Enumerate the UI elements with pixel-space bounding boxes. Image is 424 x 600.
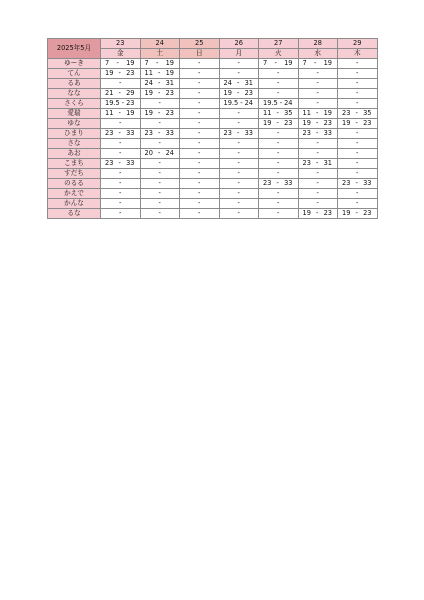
empty-cell: - xyxy=(219,209,259,219)
shift-start: 11 xyxy=(144,69,153,77)
shift-cell xyxy=(140,79,180,89)
range-separator: - xyxy=(118,159,121,167)
shift-end: 31 xyxy=(323,159,332,167)
shift-end: 19 xyxy=(323,59,332,67)
empty-cell: - xyxy=(338,149,378,159)
empty-cell: - xyxy=(298,169,338,179)
empty-cell: - xyxy=(259,79,299,89)
empty-cell: - xyxy=(180,59,220,69)
empty-cell: - xyxy=(101,179,141,189)
schedule-body xyxy=(48,59,378,219)
shift-end: 19 xyxy=(126,109,135,117)
shift-cell xyxy=(219,99,259,109)
empty-cell: - xyxy=(101,149,141,159)
empty-cell: - xyxy=(259,159,299,169)
staff-name: ゆな xyxy=(48,119,101,129)
range-separator: - xyxy=(316,209,319,217)
empty-cell: - xyxy=(140,139,180,149)
empty-cell: - xyxy=(259,149,299,159)
day-date: 26 xyxy=(219,39,259,49)
table-row xyxy=(48,109,378,119)
staff-name: てん xyxy=(48,69,101,79)
table-row xyxy=(48,209,378,219)
range-separator: - xyxy=(276,179,279,187)
shift-end: 23 xyxy=(323,119,332,127)
empty-cell: - xyxy=(140,159,180,169)
staff-name: かえで xyxy=(48,189,101,199)
day-weekday: 月 xyxy=(219,49,259,59)
empty-cell: - xyxy=(219,139,259,149)
shift-cell xyxy=(101,109,141,119)
shift-cell xyxy=(338,109,378,119)
staff-name: るあ xyxy=(48,79,101,89)
empty-cell: - xyxy=(101,139,141,149)
shift-start: 24 xyxy=(144,79,153,87)
shift-start: 7 xyxy=(302,59,307,67)
range-separator: - xyxy=(158,129,161,137)
empty-cell: - xyxy=(180,169,220,179)
range-separator: - xyxy=(158,79,161,87)
table-row xyxy=(48,119,378,129)
empty-cell: - xyxy=(180,159,220,169)
table-row xyxy=(48,59,378,69)
shift-end: 35 xyxy=(363,109,372,117)
shift-cell xyxy=(219,89,259,99)
shift-cell xyxy=(140,109,180,119)
shift-start: 20 xyxy=(144,149,153,157)
table-row xyxy=(48,129,378,139)
range-separator: - xyxy=(121,99,125,107)
shift-cell xyxy=(259,99,299,109)
shift-start: 19 xyxy=(302,119,311,127)
shift-cell xyxy=(101,59,141,69)
shift-end: 23 xyxy=(363,119,372,127)
staff-name: こまち xyxy=(48,159,101,169)
shift-end: 23 xyxy=(165,89,174,97)
shift-cell xyxy=(298,129,338,139)
empty-cell: - xyxy=(101,199,141,209)
empty-cell: - xyxy=(219,59,259,69)
shift-start: 19 xyxy=(223,89,232,97)
day-date: 24 xyxy=(140,39,180,49)
staff-name: あお xyxy=(48,149,101,159)
shift-start: 23 xyxy=(302,159,311,167)
empty-cell: - xyxy=(338,139,378,149)
shift-cell xyxy=(298,59,338,69)
empty-cell: - xyxy=(180,209,220,219)
range-separator: - xyxy=(316,109,319,117)
shift-end: 23 xyxy=(126,69,135,77)
empty-cell: - xyxy=(219,179,259,189)
table-row xyxy=(48,179,378,189)
range-separator: - xyxy=(316,129,319,137)
empty-cell: - xyxy=(180,99,220,109)
empty-cell: - xyxy=(298,139,338,149)
empty-cell: - xyxy=(180,189,220,199)
empty-cell: - xyxy=(298,79,338,89)
shift-end: 19 xyxy=(323,109,332,117)
shift-start: 19 xyxy=(144,89,153,97)
month-label: 2025年5月 xyxy=(48,39,101,59)
shift-start: 7 xyxy=(144,59,149,67)
table-row xyxy=(48,89,378,99)
empty-cell: - xyxy=(338,129,378,139)
shift-end: 23 xyxy=(126,99,135,107)
day-weekday: 土 xyxy=(140,49,180,59)
range-separator: - xyxy=(316,119,319,127)
empty-cell: - xyxy=(298,179,338,189)
range-separator: - xyxy=(237,79,240,87)
empty-cell: - xyxy=(298,149,338,159)
range-separator: - xyxy=(316,159,319,167)
empty-cell: - xyxy=(259,139,299,149)
range-separator: - xyxy=(118,129,121,137)
shift-start: 21 xyxy=(105,89,114,97)
empty-cell: - xyxy=(180,139,220,149)
staff-name: なな xyxy=(48,89,101,99)
schedule-header xyxy=(48,39,378,59)
empty-cell: - xyxy=(219,109,259,119)
range-separator: - xyxy=(155,59,159,67)
empty-cell: - xyxy=(338,159,378,169)
range-separator: - xyxy=(118,69,121,77)
empty-cell: - xyxy=(140,199,180,209)
shift-start: 19 xyxy=(302,209,311,217)
shift-end: 23 xyxy=(165,109,174,117)
empty-cell: - xyxy=(259,169,299,179)
shift-start: 19.5 xyxy=(223,99,239,107)
empty-cell: - xyxy=(180,119,220,129)
shift-cell xyxy=(259,119,299,129)
empty-cell: - xyxy=(140,209,180,219)
empty-cell: - xyxy=(298,89,338,99)
staff-name: さな xyxy=(48,139,101,149)
shift-end: 33 xyxy=(126,159,135,167)
empty-cell: - xyxy=(219,189,259,199)
staff-name: のるる xyxy=(48,179,101,189)
staff-name: ゆーき xyxy=(48,59,101,69)
day-weekday: 木 xyxy=(338,49,378,59)
empty-cell: - xyxy=(180,179,220,189)
range-separator: - xyxy=(355,209,358,217)
range-separator: - xyxy=(355,119,358,127)
empty-cell: - xyxy=(259,209,299,219)
empty-cell: - xyxy=(338,89,378,99)
shift-start: 19 xyxy=(144,109,153,117)
shift-end: 33 xyxy=(126,129,135,137)
shift-end: 23 xyxy=(284,119,293,127)
table-row xyxy=(48,169,378,179)
shift-cell xyxy=(140,69,180,79)
staff-name: すだち xyxy=(48,169,101,179)
shift-cell xyxy=(219,79,259,89)
day-date: 28 xyxy=(298,39,338,49)
range-separator: - xyxy=(276,109,279,117)
empty-cell: - xyxy=(259,189,299,199)
shift-start: 23 xyxy=(302,129,311,137)
day-weekday: 金 xyxy=(101,49,141,59)
range-separator: - xyxy=(240,99,243,107)
table-row xyxy=(48,79,378,89)
shift-start: 7 xyxy=(105,59,110,67)
empty-cell: - xyxy=(338,99,378,109)
empty-cell: - xyxy=(338,199,378,209)
range-separator: - xyxy=(116,59,119,67)
empty-cell: - xyxy=(338,69,378,79)
empty-cell: - xyxy=(180,69,220,79)
shift-end: 23 xyxy=(323,209,332,217)
empty-cell: - xyxy=(101,209,141,219)
range-separator: - xyxy=(158,89,161,97)
shift-cell xyxy=(140,89,180,99)
shift-end: 33 xyxy=(323,129,332,137)
shift-start: 19 xyxy=(342,209,351,217)
shift-start: 7 xyxy=(263,59,268,67)
empty-cell: - xyxy=(298,189,338,199)
shift-cell xyxy=(101,159,141,169)
shift-cell xyxy=(140,59,180,69)
shift-start: 19 xyxy=(263,119,272,127)
shift-cell xyxy=(338,119,378,129)
empty-cell: - xyxy=(140,119,180,129)
day-weekday: 日 xyxy=(180,49,220,59)
empty-cell: - xyxy=(298,99,338,109)
empty-cell: - xyxy=(338,189,378,199)
range-separator: - xyxy=(118,89,121,97)
range-separator: - xyxy=(274,59,277,67)
shift-cell xyxy=(338,209,378,219)
shift-end: 23 xyxy=(363,209,372,217)
shift-start: 24 xyxy=(223,79,232,87)
shift-start: 11 xyxy=(302,109,311,117)
range-separator: - xyxy=(276,119,279,127)
table-row xyxy=(48,159,378,169)
empty-cell: - xyxy=(259,69,299,79)
shift-cell xyxy=(259,109,299,119)
day-date: 27 xyxy=(259,39,299,49)
shift-cell xyxy=(101,99,141,109)
shift-start: 19 xyxy=(105,69,114,77)
day-date: 25 xyxy=(180,39,220,49)
shift-end: 33 xyxy=(363,179,372,187)
shift-cell xyxy=(298,109,338,119)
empty-cell: - xyxy=(338,79,378,89)
shift-start: 23 xyxy=(223,129,232,137)
staff-name: 愛瑞 xyxy=(48,109,101,119)
staff-name: ひまり xyxy=(48,129,101,139)
range-separator: - xyxy=(279,99,283,107)
shift-start: 23 xyxy=(342,109,351,117)
shift-end: 31 xyxy=(165,79,174,87)
empty-cell: - xyxy=(140,99,180,109)
empty-cell: - xyxy=(180,199,220,209)
shift-end: 19 xyxy=(165,69,174,77)
empty-cell: - xyxy=(219,159,259,169)
shift-cell xyxy=(219,129,259,139)
shift-start: 19.5 xyxy=(263,99,278,107)
range-separator: - xyxy=(158,109,161,117)
table-row xyxy=(48,139,378,149)
table-row xyxy=(48,189,378,199)
shift-start: 23 xyxy=(144,129,153,137)
shift-start: 23 xyxy=(105,159,114,167)
empty-cell: - xyxy=(338,59,378,69)
range-separator: - xyxy=(118,109,121,117)
staff-name: さくら xyxy=(48,99,101,109)
shift-cell xyxy=(140,129,180,139)
day-weekday: 火 xyxy=(259,49,299,59)
empty-cell: - xyxy=(298,199,338,209)
range-separator: - xyxy=(237,89,240,97)
empty-cell: - xyxy=(140,189,180,199)
empty-cell: - xyxy=(140,169,180,179)
shift-end: 19 xyxy=(165,59,174,67)
day-weekday: 水 xyxy=(298,49,338,59)
date-row xyxy=(48,39,378,49)
shift-end: 33 xyxy=(244,129,253,137)
empty-cell: - xyxy=(219,169,259,179)
table-row xyxy=(48,149,378,159)
shift-cell xyxy=(101,129,141,139)
empty-cell: - xyxy=(219,119,259,129)
empty-cell: - xyxy=(298,69,338,79)
shift-cell xyxy=(140,149,180,159)
shift-end: 35 xyxy=(284,109,293,117)
table-row xyxy=(48,199,378,209)
shift-cell xyxy=(298,159,338,169)
shift-start: 23 xyxy=(342,179,351,187)
shift-cell xyxy=(259,59,299,69)
empty-cell: - xyxy=(101,79,141,89)
shift-schedule-table xyxy=(47,38,378,219)
table-row xyxy=(48,69,378,79)
empty-cell: - xyxy=(259,199,299,209)
shift-end: 33 xyxy=(165,129,174,137)
shift-end: 29 xyxy=(126,89,135,97)
shift-end: 19 xyxy=(126,59,135,67)
shift-end: 24 xyxy=(165,149,174,157)
range-separator: - xyxy=(237,129,240,137)
day-date: 23 xyxy=(101,39,141,49)
shift-start: 23 xyxy=(105,129,114,137)
shift-end: 33 xyxy=(284,179,293,187)
shift-cell xyxy=(101,69,141,79)
empty-cell: - xyxy=(259,89,299,99)
empty-cell: - xyxy=(101,119,141,129)
shift-cell xyxy=(338,179,378,189)
empty-cell: - xyxy=(338,169,378,179)
empty-cell: - xyxy=(219,199,259,209)
empty-cell: - xyxy=(180,149,220,159)
range-separator: - xyxy=(355,179,358,187)
shift-end: 19 xyxy=(284,59,293,67)
shift-start: 11 xyxy=(105,109,114,117)
shift-end: 31 xyxy=(244,79,253,87)
shift-start: 23 xyxy=(263,179,272,187)
shift-start: 19 xyxy=(342,119,351,127)
empty-cell: - xyxy=(219,149,259,159)
shift-start: 11 xyxy=(263,109,272,117)
empty-cell: - xyxy=(180,129,220,139)
empty-cell: - xyxy=(259,129,299,139)
staff-name: かんな xyxy=(48,199,101,209)
shift-cell xyxy=(298,119,338,129)
range-separator: - xyxy=(355,109,358,117)
shift-end: 24 xyxy=(284,99,293,107)
day-date: 29 xyxy=(338,39,378,49)
empty-cell: - xyxy=(101,169,141,179)
empty-cell: - xyxy=(180,89,220,99)
table-row xyxy=(48,99,378,109)
empty-cell: - xyxy=(140,179,180,189)
range-separator: - xyxy=(313,59,317,67)
empty-cell: - xyxy=(101,189,141,199)
shift-cell xyxy=(259,179,299,189)
empty-cell: - xyxy=(219,69,259,79)
empty-cell: - xyxy=(180,109,220,119)
staff-name: るな xyxy=(48,209,101,219)
shift-end: 24 xyxy=(244,99,253,107)
shift-cell xyxy=(298,209,338,219)
range-separator: - xyxy=(158,69,161,77)
empty-cell: - xyxy=(180,79,220,89)
shift-end: 23 xyxy=(244,89,253,97)
shift-cell xyxy=(101,89,141,99)
range-separator: - xyxy=(158,149,161,157)
shift-start: 19.5 xyxy=(105,99,120,107)
